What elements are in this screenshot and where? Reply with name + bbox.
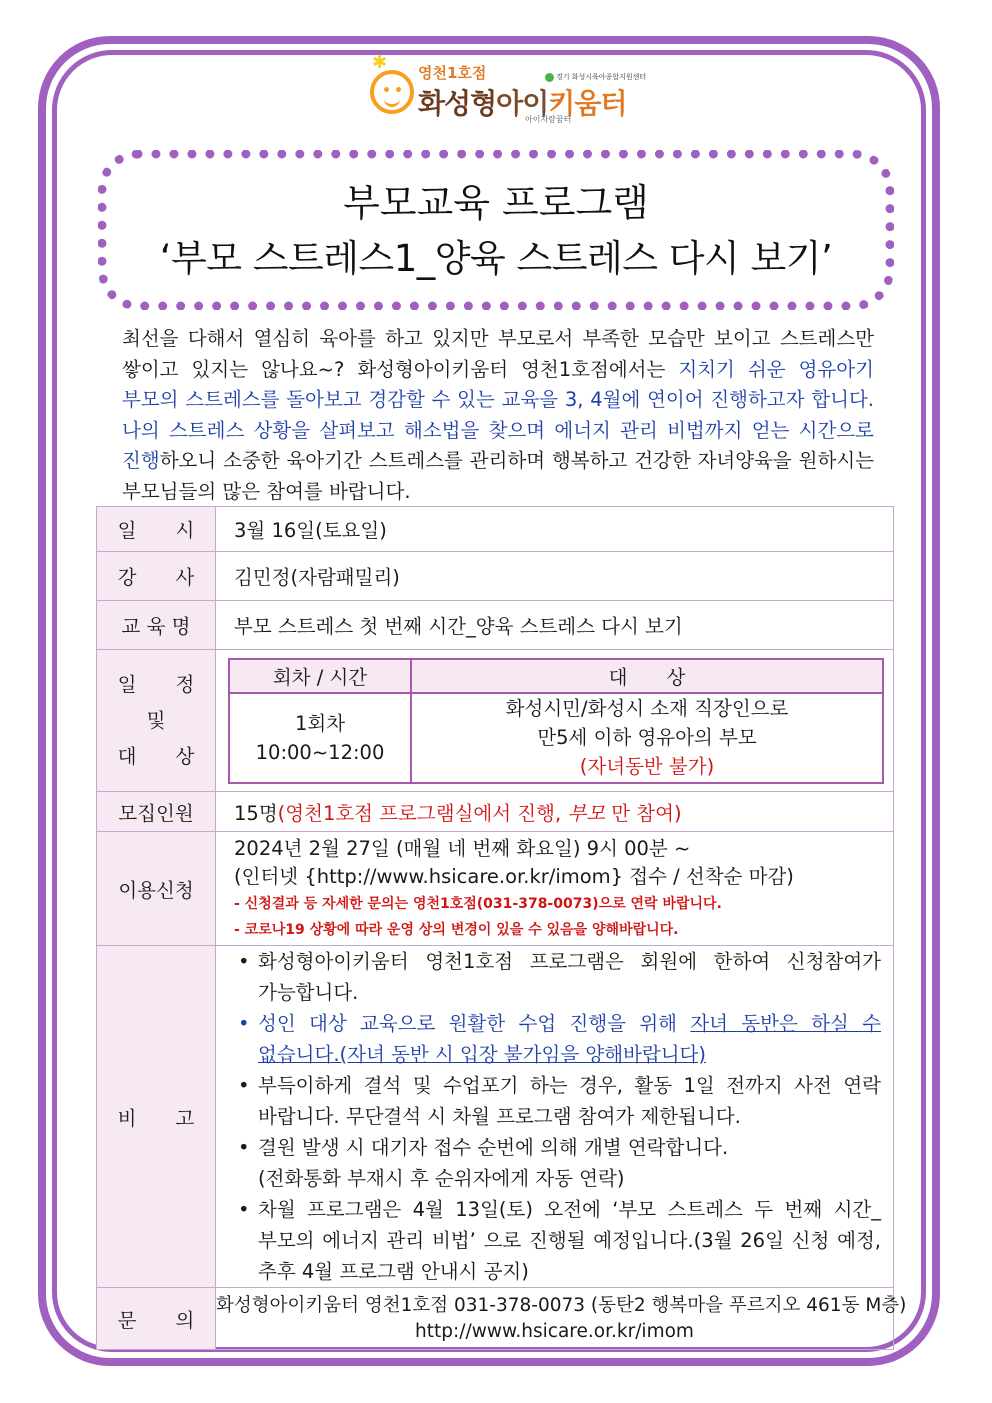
schedule-label: 일 정 및 대 상 (97, 650, 216, 792)
lecturer-value: 김민정(자람패밀리) (216, 552, 894, 601)
program-info-table (96, 506, 907, 1350)
logo-subtitle: 아이자람꿈터 (525, 115, 572, 124)
schedule-target: 화성시민/화성시 소재 직장인으로 만5세 이하 영유아의 부모 (자녀동반 불가) (411, 693, 883, 783)
row-course (97, 601, 894, 650)
note-item: • 차월 프로그램은 4월 13일(토) 오전에 ‘부모 스트레스 두 번째 시간_부모의 에너지 관리 비법’ 으로 진행될 예정입니다.(3월 26일 신청 예정, 추후 4월 프로그램 안내시 공지) (234, 1194, 881, 1287)
intro-highlight: 지치기 쉬운 영유아기 부모의 스트레스를 돌아보고 경감할 수 있는 교육을 3, 4월에 연이어 진행하고자 합니다. 나의 스트레스 상황을 살펴보고 해소법을 찾으며 에너지 관리 비법까지 얻는 시간으로 진행 (122, 357, 874, 472)
recruit-label: 모집인원 (97, 792, 216, 832)
page-subtitle: ‘부모 스트레스1_양육 스트레스 다시 보기’ (159, 237, 833, 280)
contact-label: 문 의 (97, 1288, 216, 1350)
page-title: 부모교육 프로그램 (343, 181, 649, 225)
contact-url[interactable]: http://www.hsicare.or.kr/imom (415, 1320, 694, 1342)
schedule-session: 1회차 10:00~12:00 (229, 693, 411, 783)
org-logo: 경기 화성시육아종합지원센터 (545, 72, 646, 82)
note-item: • 부득이하게 결석 및 수업포기 하는 경우, 활동 1일 전까지 사전 연락 바랍니다. 무단결석 시 차월 프로그램 참여가 제한됩니다. (234, 1070, 881, 1132)
notes-value (216, 946, 894, 1288)
course-value: 부모 스트레스 첫 번째 시간_양육 스트레스 다시 보기 (216, 601, 894, 650)
schedule-head-time: 회차 / 시간 (229, 659, 411, 693)
schedule-head-target: 대 상 (411, 659, 883, 693)
smiley-face-icon (370, 70, 414, 114)
course-label: 교 육 명 (97, 601, 216, 650)
schedule-cell (216, 650, 894, 792)
logo-branch: 영천1호점 (418, 64, 487, 82)
intro-paragraph: 최선을 다해서 열심히 육아를 하고 있지만 부모로서 부족한 모습만 보이고 스트레스만 쌓이고 있지는 않나요~? 화성형아이키움터 영천1호점에서는 지치기 쉬운 영유아기 부모의 스트레스를 돌아보고 경감할 수 있는 교육을 3, 4월에 연이어 진행하고자 합니다. 나의 스트레스 상황을 살펴보고 해소법을 찾으며 에너지 관리 비법까지 얻는 시간으로 진행하오니 소중한 육아기간 스트레스를 관리하며 행복하고 건강한 자녀양육을 원하시는 부모님들의 많은 참여를 바랍니다. (122, 327, 874, 503)
row-date (97, 507, 894, 552)
logo (370, 52, 630, 124)
row-schedule (97, 650, 894, 792)
row-notes (97, 946, 894, 1288)
notes-label: 비 고 (97, 946, 216, 1288)
row-recruit (97, 792, 894, 832)
note-item: • 성인 대상 교육으로 원활한 수업 진행을 위해 자녀 동반은 하실 수 없습니다.(자녀 동반 시 입장 불가임을 양해바랍니다) (234, 1008, 881, 1070)
contact-value: 화성형아이키움터 영천1호점 031-378-0073 (동탄2 행복마을 푸르지오 461동 M층) http://www.hsicare.or.kr/imom (216, 1288, 894, 1350)
apply-value: 2024년 2월 27일 (매월 네 번째 화요일) 9시 00분 ~ (인터넷 {http://www.hsicare.or.kr/imom} 접수 / 선착순 마감) - 신청결과 등 자세한 문의는 영천1호점(031-378-0073)으로 연락 바랍니다. - 코로나19 상황에 따라 운영 상의 변경이 있을 수 있음을 양해바랍니다. (216, 832, 894, 946)
schedule-table (228, 658, 884, 784)
logo-name: 화성형아이키움터 (418, 87, 627, 120)
date-value: 3월 16일(토요일) (216, 507, 894, 552)
apply-label: 이용신청 (97, 832, 216, 946)
note-item: • 화성형아이키움터 영천1호점 프로그램은 회원에 한하여 신청참여가 가능합니다. (234, 946, 881, 1008)
recruit-value: 15명(영천1호점 프로그램실에서 진행, 부모 만 참여) (216, 792, 894, 832)
org-icon (545, 73, 554, 82)
row-contact (97, 1288, 894, 1350)
row-lecturer (97, 552, 894, 601)
lecturer-label: 강 사 (97, 552, 216, 601)
row-apply (97, 832, 894, 946)
date-label: 일 시 (97, 507, 216, 552)
star-icon: ✱ (372, 52, 388, 73)
note-item: • 결원 발생 시 대기자 접수 순번에 의해 개별 연락합니다. (전화통화 부재시 후 순위자에게 자동 연락) (234, 1132, 881, 1194)
